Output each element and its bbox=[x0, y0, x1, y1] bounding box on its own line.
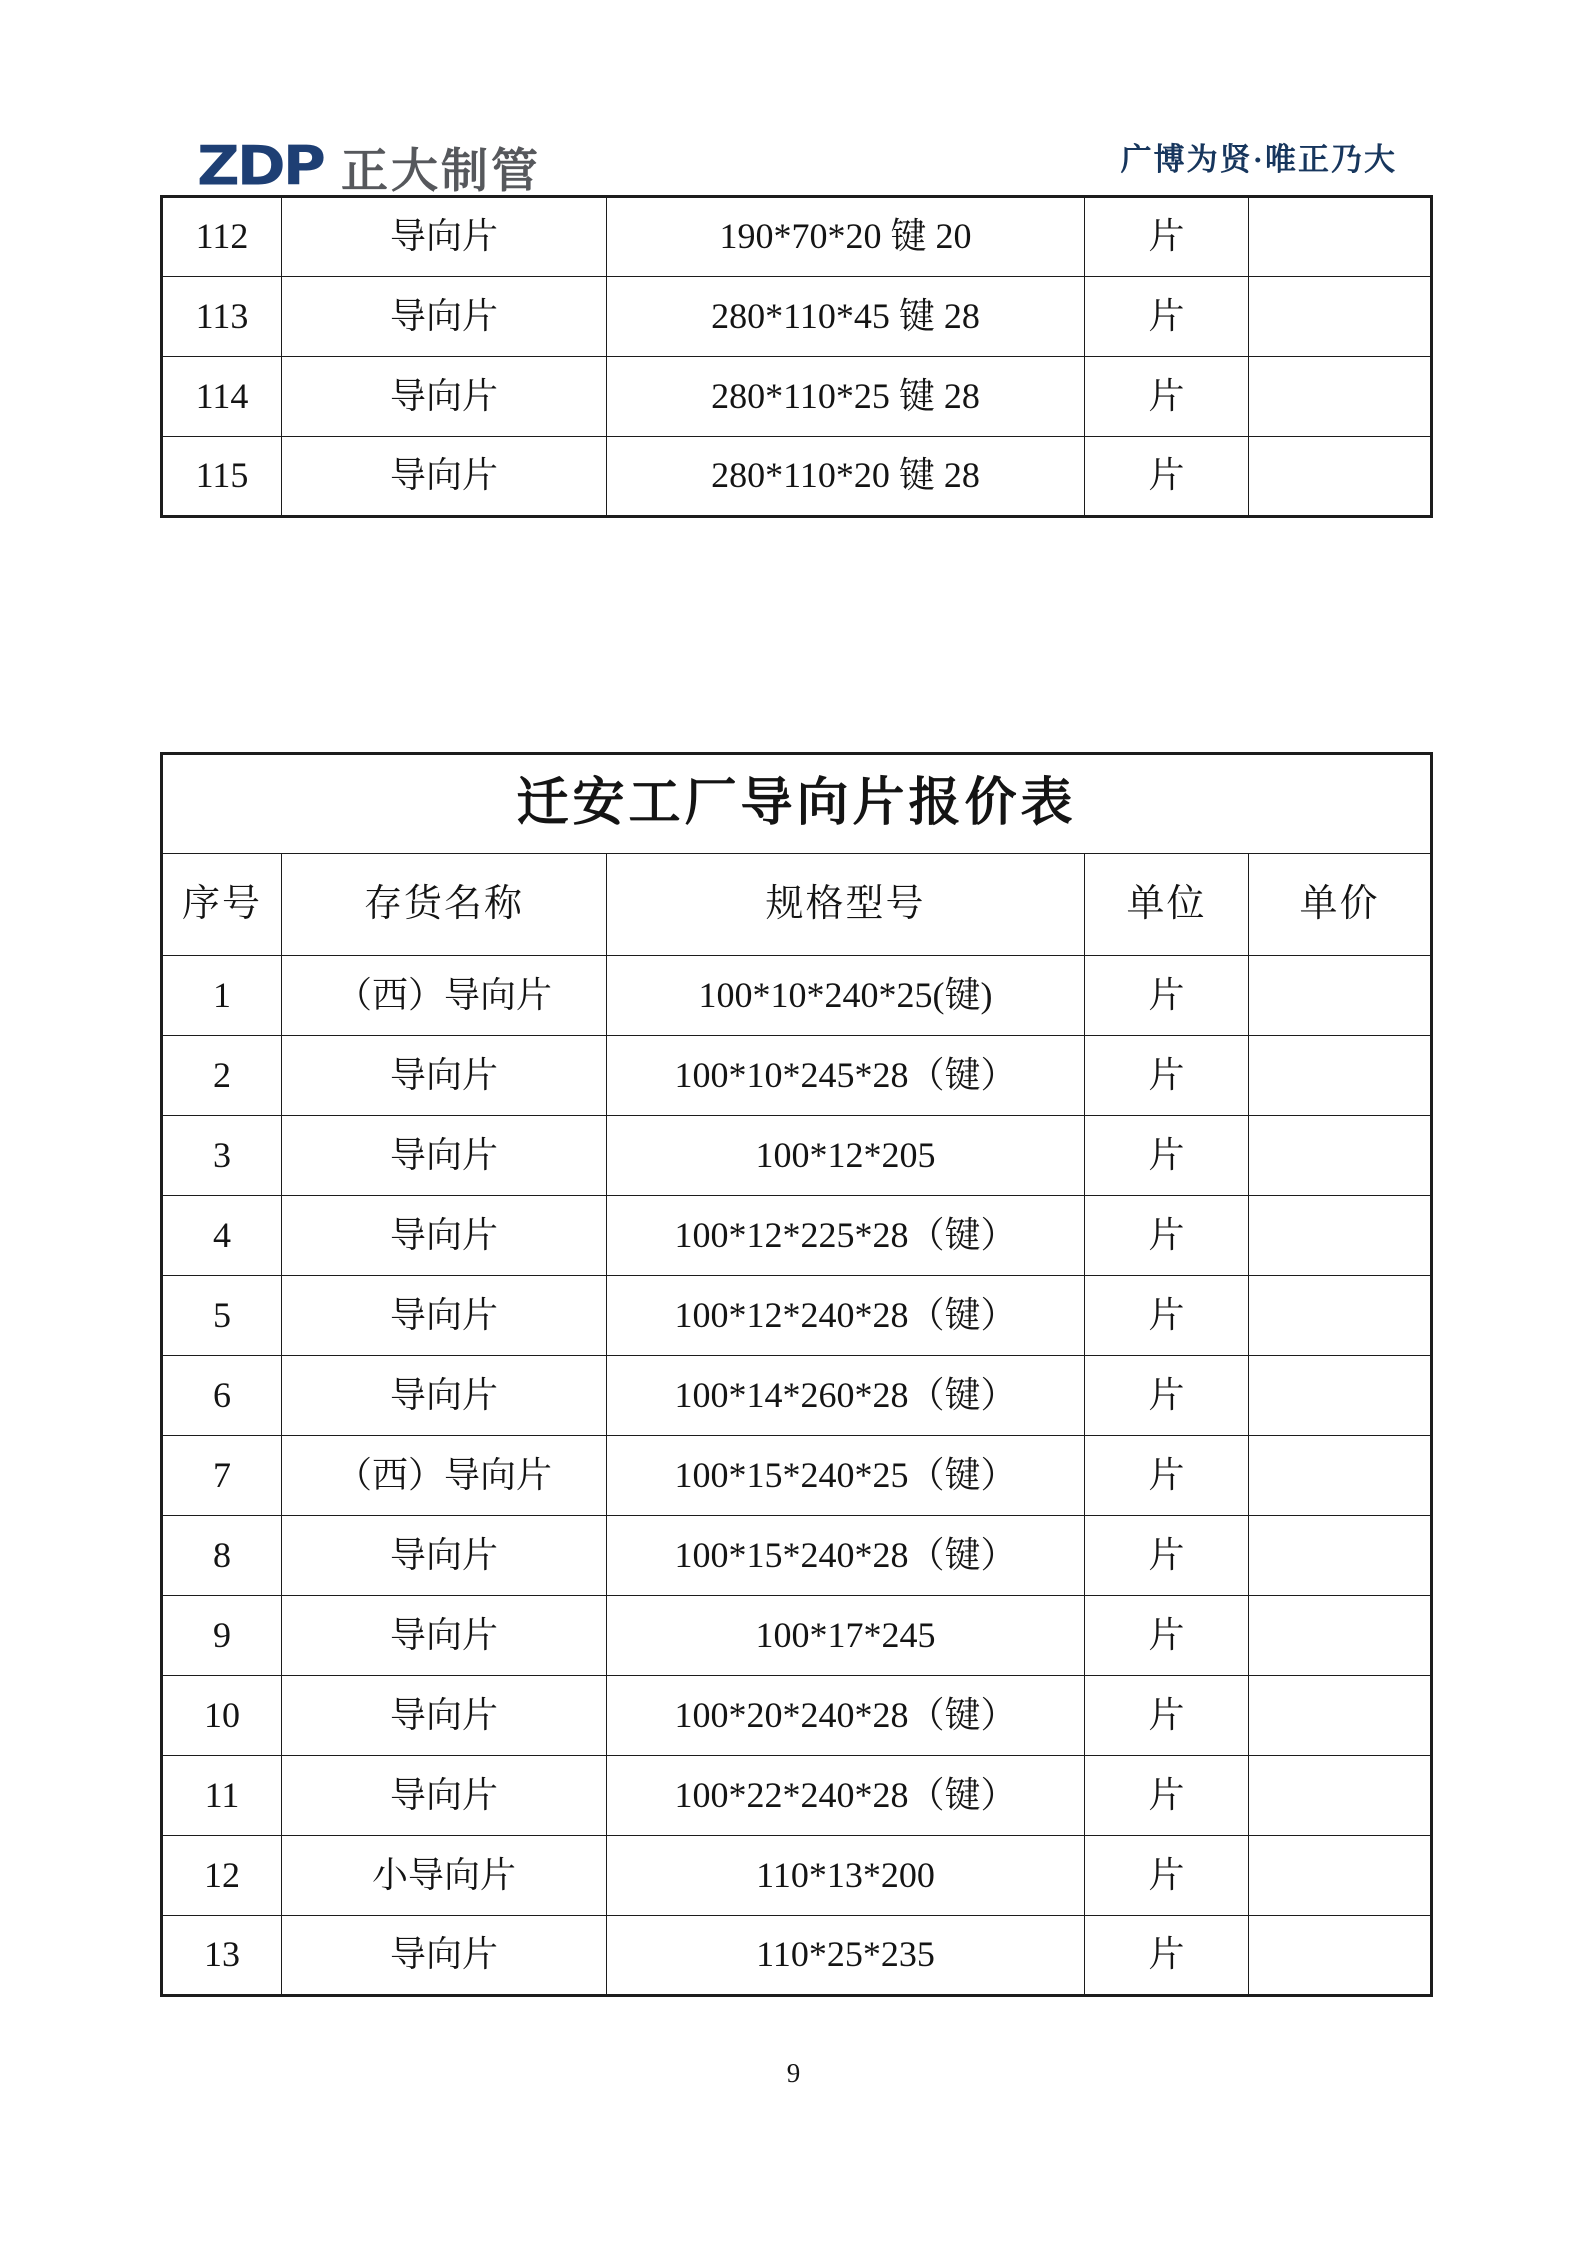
cell-specification: 280*110*25 键 28 bbox=[607, 357, 1085, 437]
cell-item-name: 导向片 bbox=[282, 1116, 607, 1196]
cell-item-name: （西）导向片 bbox=[282, 956, 607, 1036]
cell-specification: 280*110*20 键 28 bbox=[607, 437, 1085, 517]
cell-unit-price bbox=[1249, 1596, 1432, 1676]
header-unit: 单位 bbox=[1085, 854, 1249, 956]
cell-serial-number: 5 bbox=[162, 1276, 282, 1356]
cell-specification: 100*10*245*28（键） bbox=[607, 1036, 1085, 1116]
cell-serial-number: 2 bbox=[162, 1036, 282, 1116]
cell-item-name: 导向片 bbox=[282, 1356, 607, 1436]
table-row bbox=[162, 1356, 1432, 1436]
cell-unit-price bbox=[1249, 1036, 1432, 1116]
header-item-name: 存货名称 bbox=[282, 854, 607, 956]
table-row bbox=[162, 1196, 1432, 1276]
cell-specification: 100*15*240*28（键） bbox=[607, 1516, 1085, 1596]
table-row bbox=[162, 1276, 1432, 1356]
cell-unit: 片 bbox=[1085, 1036, 1249, 1116]
cell-item-name: 导向片 bbox=[282, 1516, 607, 1596]
cell-item-name: 导向片 bbox=[282, 1036, 607, 1116]
table-row bbox=[162, 1836, 1432, 1916]
cell-item-name: 导向片 bbox=[282, 197, 607, 277]
cell-unit: 片 bbox=[1085, 1116, 1249, 1196]
cell-serial-number: 3 bbox=[162, 1116, 282, 1196]
cell-unit-price bbox=[1249, 1516, 1432, 1596]
cell-unit: 片 bbox=[1085, 1596, 1249, 1676]
zdp-logo-icon: ZDP bbox=[197, 134, 323, 198]
cell-unit: 片 bbox=[1085, 1756, 1249, 1836]
cell-item-name: 导向片 bbox=[282, 1916, 607, 1996]
cell-item-name: 导向片 bbox=[282, 1676, 607, 1756]
cell-item-name: 小导向片 bbox=[282, 1836, 607, 1916]
cell-item-name: 导向片 bbox=[282, 1196, 607, 1276]
price-table-continued-body bbox=[162, 197, 1432, 517]
table-header-row bbox=[162, 854, 1432, 956]
table-row bbox=[162, 277, 1432, 357]
company-slogan: 广博为贤·唯正乃大 bbox=[1120, 142, 1397, 177]
cell-unit-price bbox=[1249, 1356, 1432, 1436]
cell-specification: 190*70*20 键 20 bbox=[607, 197, 1085, 277]
cell-unit: 片 bbox=[1085, 956, 1249, 1036]
cell-item-name: 导向片 bbox=[282, 277, 607, 357]
quotation-table bbox=[160, 752, 1433, 1997]
quotation-table-body bbox=[162, 956, 1432, 1996]
cell-specification: 100*15*240*25（键） bbox=[607, 1436, 1085, 1516]
cell-unit-price bbox=[1249, 1196, 1432, 1276]
cell-unit: 片 bbox=[1085, 1196, 1249, 1276]
cell-item-name: 导向片 bbox=[282, 1756, 607, 1836]
table-row bbox=[162, 1516, 1432, 1596]
table-row bbox=[162, 437, 1432, 517]
cell-unit: 片 bbox=[1085, 277, 1249, 357]
header-unit-price: 单价 bbox=[1249, 854, 1432, 956]
cell-unit: 片 bbox=[1085, 1516, 1249, 1596]
cell-specification: 110*25*235 bbox=[607, 1916, 1085, 1996]
table-title-row bbox=[162, 754, 1432, 854]
cell-item-name: 导向片 bbox=[282, 357, 607, 437]
cell-unit: 片 bbox=[1085, 1356, 1249, 1436]
cell-specification: 100*12*240*28（键） bbox=[607, 1276, 1085, 1356]
cell-item-name: 导向片 bbox=[282, 1276, 607, 1356]
cell-unit-price bbox=[1249, 197, 1432, 277]
table-row bbox=[162, 197, 1432, 277]
table-title: 迁安工厂导向片报价表 bbox=[162, 754, 1432, 854]
cell-serial-number: 4 bbox=[162, 1196, 282, 1276]
page-number: 9 bbox=[786, 2058, 801, 2088]
table-row bbox=[162, 1036, 1432, 1116]
table-row bbox=[162, 1676, 1432, 1756]
cell-serial-number: 8 bbox=[162, 1516, 282, 1596]
table-row bbox=[162, 956, 1432, 1036]
cell-unit: 片 bbox=[1085, 1276, 1249, 1356]
table-row bbox=[162, 357, 1432, 437]
header-serial-number: 序号 bbox=[162, 854, 282, 956]
cell-unit: 片 bbox=[1085, 437, 1249, 517]
table-row bbox=[162, 1756, 1432, 1836]
cell-item-name: 导向片 bbox=[282, 437, 607, 517]
company-name: 正大制管 bbox=[341, 144, 541, 199]
cell-unit-price bbox=[1249, 277, 1432, 357]
cell-unit-price bbox=[1249, 1116, 1432, 1196]
cell-unit-price bbox=[1249, 1836, 1432, 1916]
company-logo bbox=[197, 134, 541, 199]
cell-serial-number: 113 bbox=[162, 277, 282, 357]
cell-serial-number: 9 bbox=[162, 1596, 282, 1676]
cell-serial-number: 6 bbox=[162, 1356, 282, 1436]
cell-unit-price bbox=[1249, 1676, 1432, 1756]
cell-specification: 100*10*240*25(键) bbox=[607, 956, 1085, 1036]
cell-unit-price bbox=[1249, 1916, 1432, 1996]
cell-specification: 110*13*200 bbox=[607, 1836, 1085, 1916]
cell-serial-number: 1 bbox=[162, 956, 282, 1036]
table-row bbox=[162, 1916, 1432, 1996]
cell-unit: 片 bbox=[1085, 1436, 1249, 1516]
cell-specification: 100*12*205 bbox=[607, 1116, 1085, 1196]
cell-unit: 片 bbox=[1085, 1676, 1249, 1756]
cell-unit-price bbox=[1249, 956, 1432, 1036]
table-row bbox=[162, 1436, 1432, 1516]
cell-specification: 100*20*240*28（键） bbox=[607, 1676, 1085, 1756]
cell-specification: 100*12*225*28（键） bbox=[607, 1196, 1085, 1276]
cell-serial-number: 13 bbox=[162, 1916, 282, 1996]
cell-serial-number: 11 bbox=[162, 1756, 282, 1836]
cell-unit-price bbox=[1249, 1756, 1432, 1836]
cell-serial-number: 7 bbox=[162, 1436, 282, 1516]
table-row bbox=[162, 1116, 1432, 1196]
cell-unit-price bbox=[1249, 437, 1432, 517]
cell-specification: 100*14*260*28（键） bbox=[607, 1356, 1085, 1436]
cell-item-name: 导向片 bbox=[282, 1596, 607, 1676]
cell-serial-number: 115 bbox=[162, 437, 282, 517]
cell-specification: 100*17*245 bbox=[607, 1596, 1085, 1676]
cell-serial-number: 114 bbox=[162, 357, 282, 437]
cell-specification: 280*110*45 键 28 bbox=[607, 277, 1085, 357]
cell-serial-number: 12 bbox=[162, 1836, 282, 1916]
cell-specification: 100*22*240*28（键） bbox=[607, 1756, 1085, 1836]
cell-serial-number: 10 bbox=[162, 1676, 282, 1756]
cell-serial-number: 112 bbox=[162, 197, 282, 277]
cell-item-name: （西）导向片 bbox=[282, 1436, 607, 1516]
cell-unit-price bbox=[1249, 1436, 1432, 1516]
price-table-continued bbox=[160, 195, 1433, 518]
cell-unit: 片 bbox=[1085, 357, 1249, 437]
header-specification: 规格型号 bbox=[607, 854, 1085, 956]
table-row bbox=[162, 1596, 1432, 1676]
cell-unit: 片 bbox=[1085, 1916, 1249, 1996]
cell-unit-price bbox=[1249, 1276, 1432, 1356]
cell-unit: 片 bbox=[1085, 1836, 1249, 1916]
cell-unit-price bbox=[1249, 357, 1432, 437]
cell-unit: 片 bbox=[1085, 197, 1249, 277]
